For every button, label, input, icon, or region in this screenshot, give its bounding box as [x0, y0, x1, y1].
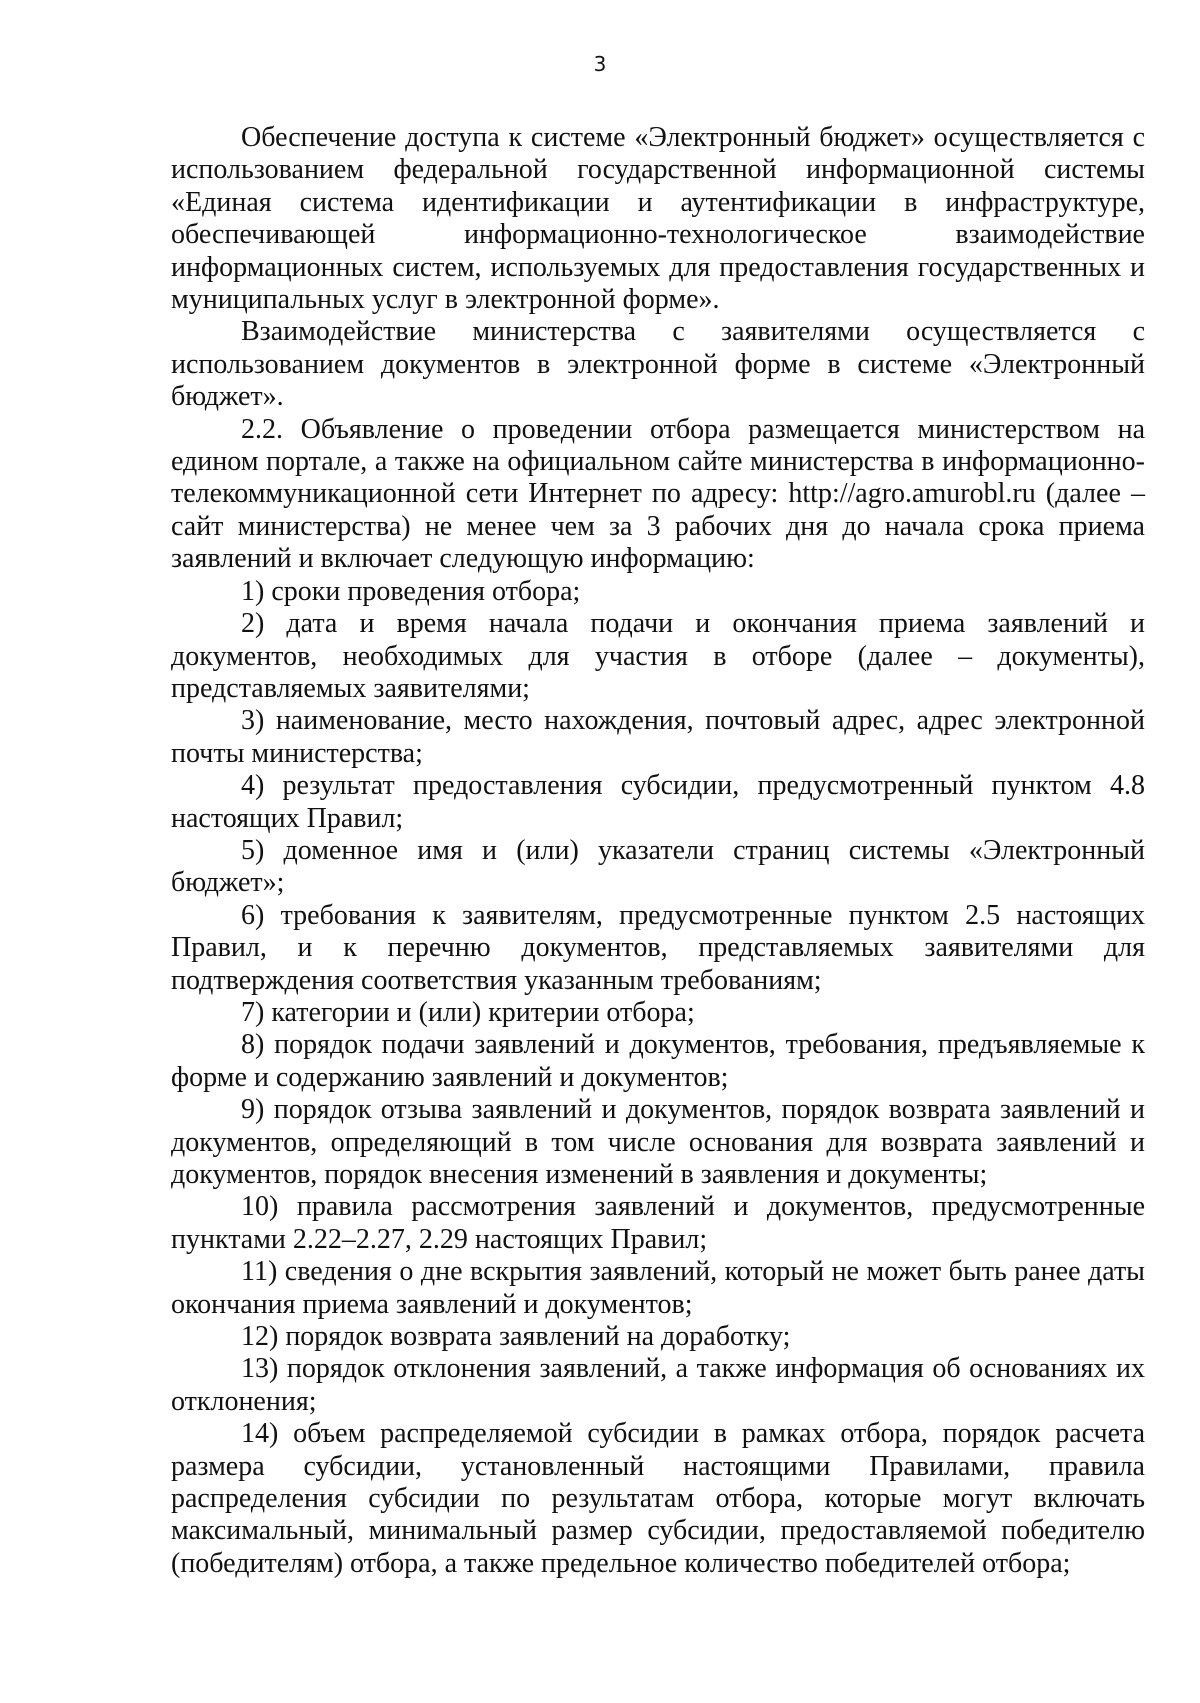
paragraph-esia-access: Обеспечение доступа к системе «Электронный бюджет» осуществляется с использованием федеральной государственной информационной системы «Единая система идентификации и аутентификации в инфраструктуре, обеспечивающей информационно-технологическое взаимодействие информационных систем, используемых для предоставления государственных и муниципальных услуг в электронной форме».: [171, 122, 1145, 316]
list-item-13: 13) порядок отклонения заявлений, а также информация об основаниях их отклонения;: [171, 1353, 1145, 1417]
list-item-8: 8) порядок подачи заявлений и документов, требования, предъявляемые к форме и содержанию заявлений и документов;: [171, 1029, 1145, 1093]
list-item-11: 11) сведения о дне вскрытия заявлений, который не может быть ранее даты окончания приема заявлений и документов;: [171, 1256, 1145, 1320]
paragraph-interaction: Взаимодействие министерства с заявителями осуществляется с использованием документов в электронной форме в системе «Электронный бюджет».: [171, 316, 1145, 413]
document-body: [171, 122, 1145, 1580]
list-item-12: 12) порядок возврата заявлений на доработку;: [241, 1321, 791, 1353]
list-item-9: 9) порядок отзыва заявлений и документов, порядок возврата заявлений и документов, определяющий в том числе основания для возврата заявлений и документов, порядок внесения изменений в заявления и документы;: [171, 1094, 1145, 1190]
list-item-7: 7) категории и (или) критерии отбора;: [241, 996, 695, 1028]
list-item-4: 4) результат предоставления субсидии, предусмотренный пунктом 4.8 настоящих Правил;: [171, 770, 1145, 834]
list-item-5: 5) доменное имя и (или) указатели страниц системы «Электронный бюджет»;: [171, 834, 1145, 899]
paragraph-2-2-announcement: 2.2. Объявление о проведении отбора размещается министерством на едином портале, а также на официальном сайте министерства в информационно-телекоммуникационной сети Интернет по адресу: http://agro.amurobl.ru (далее – сайт министерства) не менее чем за 3 рабочих дня до начала срока приема заявлений и включает следующую информацию:: [171, 413, 1145, 575]
list-item-3: 3) наименование, место нахождения, почтовый адрес, адрес электронной почты министерства;: [171, 705, 1145, 769]
list-item-10: 10) правила рассмотрения заявлений и документов, предусмотренные пунктами 2.22–2.27, 2.29 настоящих Правил;: [171, 1191, 1145, 1255]
list-item-2: 2) дата и время начала подачи и окончания приема заявлений и документов, необходимых для участия в отборе (далее – документы), представляемых заявителями;: [171, 608, 1145, 704]
list-item-14: 14) объем распределяемой субсидии в рамках отбора, порядок расчета размера субсидии, установленный настоящими Правилами, правила распределения субсидии по результатам отбора, которые могут включать максимальный, минимальный размер субсидии, предоставляемой победителю (победителям) отбора, а также предельное количество победителей отбора;: [171, 1418, 1145, 1579]
page-number: 3: [593, 52, 607, 76]
list-item-1: 1) сроки проведения отбора;: [241, 575, 581, 607]
list-item-6: 6) требования к заявителям, предусмотренные пунктом 2.5 настоящих Правил, и к перечню документов, представляемых заявителями для подтверждения соответствия указанным требованиям;: [171, 899, 1145, 996]
